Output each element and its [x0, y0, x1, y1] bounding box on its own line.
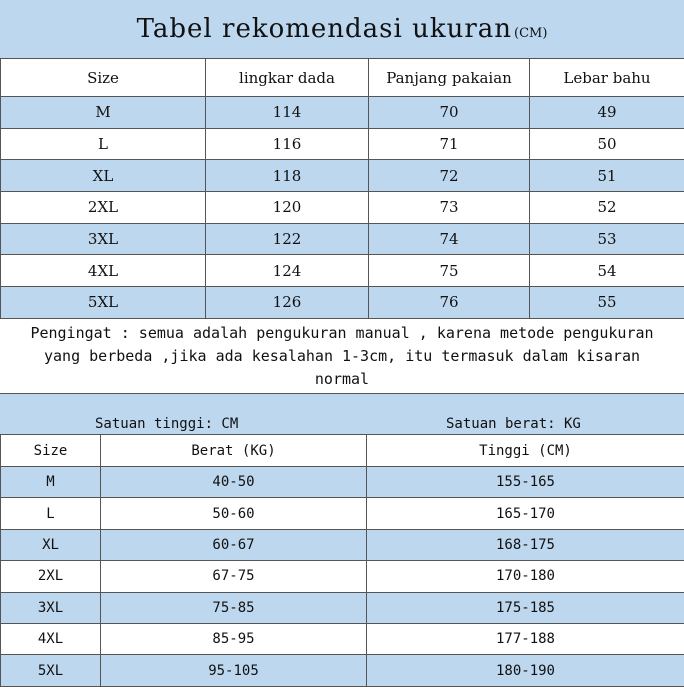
cell-chest: 116	[206, 128, 369, 160]
cell-shoulder: 55	[530, 287, 684, 319]
table-row	[1, 655, 684, 686]
cell-size: 4XL	[1, 623, 101, 654]
header-shoulder: Lebar bahu	[530, 59, 684, 97]
header-chest: lingkar dada	[206, 59, 369, 97]
table-row	[1, 529, 684, 560]
cell-size: M	[1, 467, 101, 498]
cell-length: 70	[369, 97, 530, 129]
header-size: Size	[1, 435, 101, 467]
cell-weight: 95-105	[101, 655, 367, 686]
table-row	[1, 192, 684, 224]
cell-size: M	[1, 97, 206, 129]
height-unit-label: Satuan tinggi: CM	[95, 416, 238, 432]
cell-size: 2XL	[1, 561, 101, 592]
cell-size: 4XL	[1, 255, 206, 287]
table-header-row	[1, 435, 684, 467]
cell-chest: 120	[206, 192, 369, 224]
header-size: Size	[1, 59, 206, 97]
cell-weight: 40-50	[101, 467, 367, 498]
cell-chest: 122	[206, 223, 369, 255]
weight-height-table	[0, 434, 684, 687]
cell-height: 175-185	[367, 592, 684, 623]
cell-height: 155-165	[367, 467, 684, 498]
table-row	[1, 160, 684, 192]
measurement-note	[0, 320, 684, 394]
cell-size: L	[1, 498, 101, 529]
header-height: Tinggi (CM)	[367, 435, 684, 467]
cell-chest: 118	[206, 160, 369, 192]
cell-chest: 114	[206, 97, 369, 129]
table-row	[1, 467, 684, 498]
cell-weight: 75-85	[101, 592, 367, 623]
page-title: Tabel rekomendasi ukuran	[137, 14, 512, 44]
cell-length: 75	[369, 255, 530, 287]
cell-shoulder: 50	[530, 128, 684, 160]
cell-shoulder: 53	[530, 223, 684, 255]
table-row	[1, 561, 684, 592]
table-row	[1, 498, 684, 529]
note-line: normal	[0, 368, 684, 391]
table-row	[1, 592, 684, 623]
title-band	[0, 0, 684, 59]
cell-size: 5XL	[1, 655, 101, 686]
table-row	[1, 255, 684, 287]
cell-height: 168-175	[367, 529, 684, 560]
cell-chest: 124	[206, 255, 369, 287]
cell-weight: 67-75	[101, 561, 367, 592]
note-line: yang berbeda ,jika ada kesalahan 1-3cm, itu termasuk dalam kisaran	[0, 345, 684, 368]
cell-shoulder: 54	[530, 255, 684, 287]
cell-shoulder: 49	[530, 97, 684, 129]
cell-size: XL	[1, 160, 206, 192]
cell-size: 3XL	[1, 592, 101, 623]
note-line: Pengingat : semua adalah pengukuran manual , karena metode pengukuran	[0, 322, 684, 345]
cell-height: 170-180	[367, 561, 684, 592]
cell-height: 180-190	[367, 655, 684, 686]
units-band	[0, 394, 684, 435]
cell-length: 71	[369, 128, 530, 160]
header-length: Panjang pakaian	[369, 59, 530, 97]
title-unit: (CM)	[514, 26, 547, 41]
cell-height: 177-188	[367, 623, 684, 654]
cell-weight: 85-95	[101, 623, 367, 654]
cell-size: 3XL	[1, 223, 206, 255]
cell-weight: 50-60	[101, 498, 367, 529]
table-row	[1, 128, 684, 160]
cell-shoulder: 51	[530, 160, 684, 192]
cell-size: 2XL	[1, 192, 206, 224]
header-weight: Berat (KG)	[101, 435, 367, 467]
table-row	[1, 287, 684, 319]
cell-weight: 60-67	[101, 529, 367, 560]
cell-height: 165-170	[367, 498, 684, 529]
cell-shoulder: 52	[530, 192, 684, 224]
cell-length: 73	[369, 192, 530, 224]
cell-length: 72	[369, 160, 530, 192]
cell-length: 74	[369, 223, 530, 255]
cell-size: 5XL	[1, 287, 206, 319]
cell-size: L	[1, 128, 206, 160]
cell-length: 76	[369, 287, 530, 319]
size-chart-table	[0, 58, 684, 319]
table-header-row	[1, 59, 684, 97]
cell-size: XL	[1, 529, 101, 560]
weight-unit-label: Satuan berat: KG	[446, 416, 581, 432]
table-row	[1, 97, 684, 129]
table-row	[1, 223, 684, 255]
table-row	[1, 623, 684, 654]
cell-chest: 126	[206, 287, 369, 319]
